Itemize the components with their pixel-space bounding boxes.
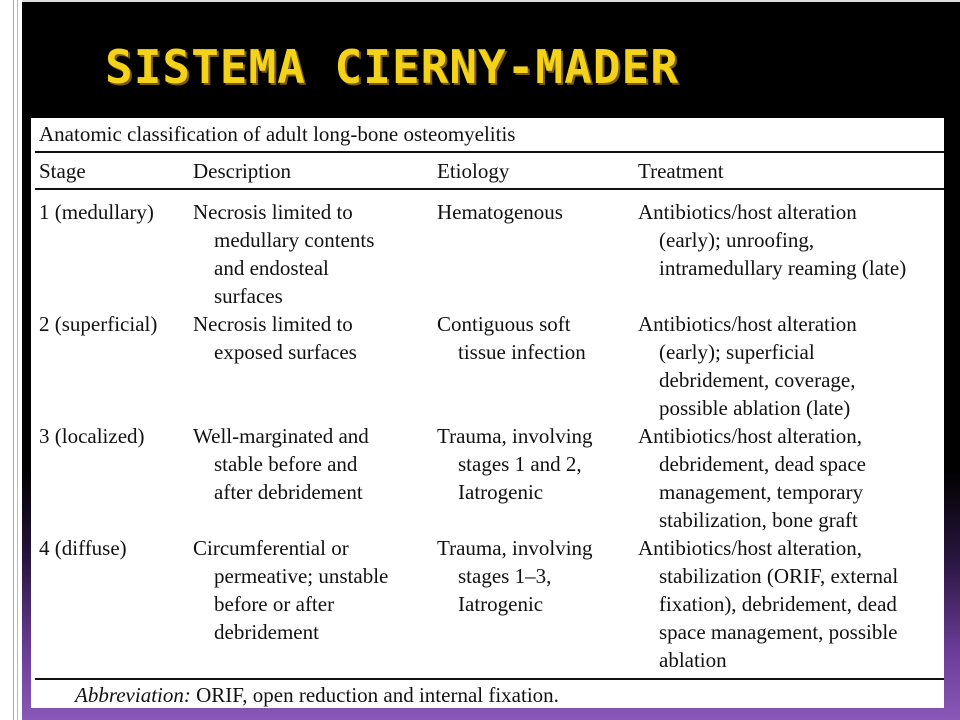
slide-title: SISTEMA CIERNY-MADER [105,40,679,94]
table-caption: Anatomic classification of adult long-bone osteomyelitis [39,122,516,146]
cell-description [193,198,374,310]
cell-line: Iatrogenic [458,592,544,616]
slide-frame-left [0,0,22,720]
cell-line: Well-marginated and [193,424,369,448]
cell-line: tissue infection [458,340,586,364]
cell-line: ablation [659,648,727,672]
header-etiology: Etiology [437,159,510,183]
cell-line: (early); superficial [659,340,815,364]
cell-line: 1 (medullary) [39,200,154,224]
cell-line: permeative; unstable [214,564,389,588]
cell-etiology [437,310,586,366]
cell-description [193,534,388,646]
cell-line: stabilization (ORIF, external [659,564,899,588]
cell-etiology [437,422,593,506]
cell-treatment [638,198,906,282]
classification-table [31,118,944,708]
cell-line: Antibiotics/host alteration [638,312,857,336]
cell-line: Contiguous soft [437,312,571,336]
cell-line: Antibiotics/host alteration, [638,424,862,448]
cell-line: stabilization, bone graft [659,508,858,532]
slide-frame-rule [13,0,14,720]
cell-line: exposed surfaces [214,340,357,364]
cell-line: Iatrogenic [458,480,544,504]
slide-frame-top [0,0,960,2]
cell-stage [39,534,127,562]
cell-stage [39,310,157,338]
cell-line: possible ablation (late) [659,396,851,420]
cell-line: Antibiotics/host alteration [638,200,857,224]
cell-line: space management, possible [659,620,898,644]
header-stage: Stage [39,159,86,183]
cell-line: 4 (diffuse) [39,536,127,560]
table-rule-top [35,151,944,153]
cell-treatment [638,422,866,534]
header-description: Description [193,159,291,183]
cell-line: 3 (localized) [39,424,145,448]
footnote-text: ORIF, open reduction and internal fixation. [190,683,559,707]
cell-etiology [437,198,563,226]
cell-line: stages 1 and 2, [458,452,582,476]
cell-line: Necrosis limited to [193,312,353,336]
cell-line: fixation), debridement, dead [659,592,897,616]
cell-line: Trauma, involving [437,536,593,560]
cell-line: surfaces [214,284,283,308]
cell-line: Antibiotics/host alteration, [638,536,862,560]
table-footnote [75,683,559,708]
cell-description [193,310,357,366]
cell-line: and endosteal [214,256,329,280]
cell-line: medullary contents [214,228,375,252]
cell-line: (early); unroofing, [659,228,815,252]
cell-description [193,422,369,506]
cell-stage [39,198,154,226]
footnote-label: Abbreviation: [75,683,191,707]
cell-line: Hematogenous [437,200,563,224]
header-treatment: Treatment [638,159,724,183]
table-rule-header [35,188,944,190]
cell-line: Trauma, involving [437,424,593,448]
cell-line: Circumferential or [193,536,349,560]
cell-line: Necrosis limited to [193,200,353,224]
cell-line: management, temporary [659,480,864,504]
cell-line: stages 1–3, [458,564,552,588]
cell-line: intramedullary reaming (late) [659,256,907,280]
cell-line: debridement, dead space [659,452,866,476]
cell-treatment [638,310,857,422]
cell-line: 2 (superficial) [39,312,158,336]
cell-stage [39,422,145,450]
cell-line: debridement, coverage, [659,368,856,392]
cell-etiology [437,534,593,618]
cell-line: debridement [214,620,319,644]
cell-line: after debridement [214,480,363,504]
cell-line: before or after [214,592,335,616]
table-rule-bottom [35,678,944,680]
cell-treatment [638,534,898,674]
cell-line: stable before and [214,452,358,476]
slide-frame-rule [17,0,18,720]
